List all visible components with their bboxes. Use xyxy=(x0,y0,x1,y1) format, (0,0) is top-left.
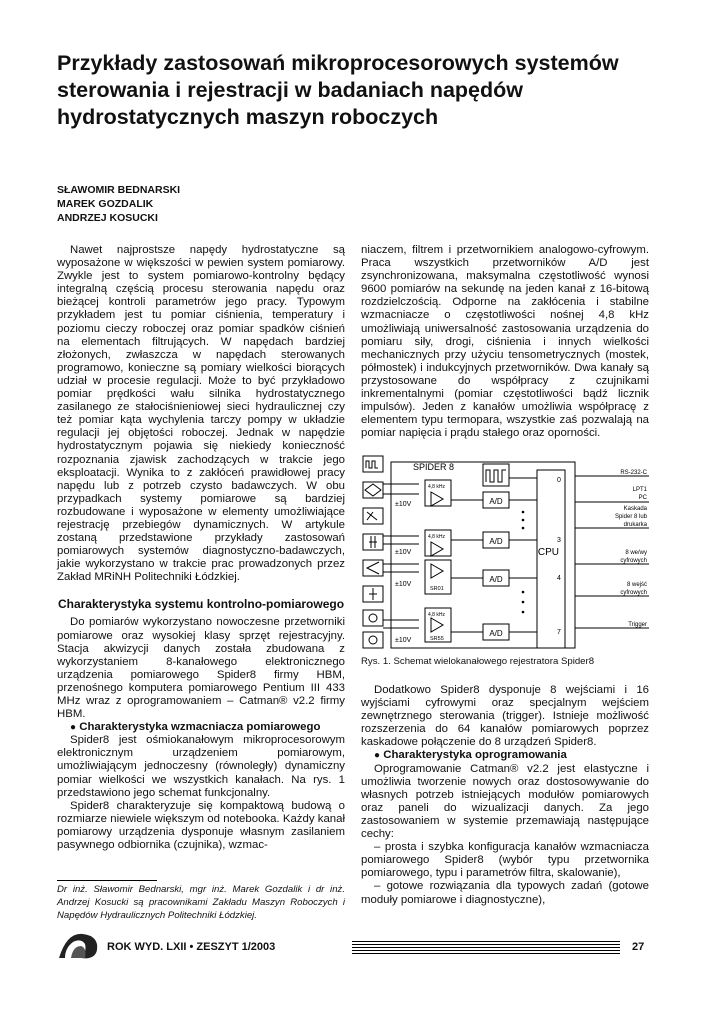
section-heading: Charakterystyka systemu kontrolno-pomiarowego xyxy=(57,597,345,612)
footnote-rule xyxy=(57,880,157,881)
figure-caption: Rys. 1. Schemat wielokanałowego rejestratora Spider8 xyxy=(361,656,595,667)
voltage-label: ±10V xyxy=(395,501,412,508)
journal-logo-icon xyxy=(57,928,101,962)
output-label: Spider 8 lub xyxy=(614,514,647,520)
cpu-box xyxy=(537,470,565,648)
sensor-icons xyxy=(363,456,383,648)
bullet-icon: ● xyxy=(374,750,381,762)
output-label: PC xyxy=(638,495,647,501)
footnote: Dr inż. Sławomir Bednarski, mgr inż. Marek Gozdalik i dr inż. Andrzej Kosucki są pracownikami Zakładu Maszyn Roboczych i Napędów Hydraulicznych Politechniki Łódzkiej. xyxy=(57,884,345,921)
ad-label: A/D xyxy=(489,537,503,546)
list-item: – gotowe rozwiązania dla typowych zadań (gotowe moduły pomiarowe i diagnostyczne), xyxy=(361,880,649,906)
output-label: Trigger xyxy=(628,622,647,628)
bullet-icon: ● xyxy=(70,722,77,734)
output-label: cyfrowych xyxy=(620,590,647,596)
paragraph: Dodatkowo Spider8 dysponuje 8 wejściami i 16 wyjściami cyfrowymi oraz specjalnym wejściem zewnętrznego sterowania (trigger). Istnieje możliwość rozszerzenia do 64 kanałów pomiarowych poprzez kaskadowe połączenie do 8 urządzeń Spider8. xyxy=(361,684,649,749)
output-label: cyfrowych xyxy=(620,558,647,564)
spider8-diagram xyxy=(361,452,649,650)
column-right-top xyxy=(361,244,649,440)
subheading-text: Charakterystyka wzmacniacza pomiarowego xyxy=(79,721,321,734)
list-item: – prosta i szybka konfiguracja kanałów wzmacniacza pomiarowego Spider8 (wybór typu przetwornika pomiarowego, typu i parametrów filtra, skalowanie), xyxy=(361,841,649,880)
frequency-label: 4,8 kHz xyxy=(428,534,445,540)
device-label: SPIDER 8 xyxy=(413,462,455,472)
paragraph: Spider8 jest ośmiokanałowym mikroprocesorowym elektronicznym urządzeniem pomiarowym, umożliwiającym jednoczesny (równoległy) dynamiczny pomiar wielkości we wszystkich kanałach. Na rys. 1 przedstawiono jego schemat funkcjonalny. xyxy=(57,734,345,799)
paragraph: Oprogramowanie Catman® v2.2 jest elastyczne i umożliwia tworzenie nowych oraz dostosowywanie do własnych potrzeb istniejących modułów pomiarowych oraz paneli do wizualizacji danych. Za jego zastosowaniem w systemie przemawiają następujące cechy: xyxy=(361,762,649,841)
voltage-label: ±10V xyxy=(395,637,412,644)
channel-number: 3 xyxy=(557,537,561,544)
paragraph: Do pomiarów wykorzystano nowoczesne przetworniki pomiarowe oraz wysokiej klasy sprzęt rejestracyjny. Stacja akwizycji danych została zbudowana z wykorzystaniem 8-kanałowego elektronicznego urządzenia pomiarowego Spider8 firmy HBM, przenośnego komputera pomiarowego Pentium III 433 MHz wraz z oprogramowaniem – Catman® v2.2 firmy HBM. xyxy=(57,616,345,721)
author-name: MAREK GOZDALIK xyxy=(57,198,154,210)
channel-number: 0 xyxy=(557,477,561,484)
voltage-label: ±10V xyxy=(395,549,412,556)
output-label: 8 we/wy xyxy=(625,550,647,556)
output-label: drukarka xyxy=(623,522,647,528)
cpu-label: CPU xyxy=(537,547,559,558)
paragraph: niaczem, filtrem i przetwornikiem analogowo-cyfrowym. Praca wszystkich przetworników A/D jest zsynchronizowana, maksymalna częstotliwość wynosi 9600 pomiarów na sekundę na jeden kanał z 16-bitową rozdzielczością. Odporne na zakłócenia i stabilne wzmacniacze o częstotliwości nośnej 4,8 kHz umożliwiają uniwersalność zastosowania urządzenia do pomiaru siły, drogi, ciśnienia i innych wielkości mechanicznych przy użyciu tensometrycznych (mostek, półmostek) i indukcyjnych przetworników. Dwa kanały są przystosowane do współpracy z czujnikami inkrementalnymi (pomiar częstotliwości bądź licznik impulsów). Jeden z kanałów umożliwia współpracę z elementem typu termopara, wszystkie zaś pozwalają na pomiar napięcia i prądu stałego oraz oporności. xyxy=(361,244,649,440)
channel-number: 4 xyxy=(557,575,561,582)
counter-box xyxy=(483,464,509,486)
author-name: ANDRZEJ KOSUCKI xyxy=(57,212,158,224)
ad-label: A/D xyxy=(489,575,503,584)
article-title: Przykłady zastosowań mikroprocesorowych systemów sterowania i rejestracji w badaniach napędów hydrostatycznych maszyn roboczych xyxy=(57,51,619,129)
paragraph: Spider8 charakteryzuje się kompaktową budową o rozmiarze niewiele większym od notebooka. Każdy kanał pomiarowy urządzenia dysponuje własnym zasilaniem pasywnego odbiornika (czujnika), wzmac- xyxy=(57,799,345,852)
channel-dots xyxy=(522,511,525,614)
authors xyxy=(57,183,180,225)
output-label: Kaskada xyxy=(623,506,647,512)
footer-rule xyxy=(352,941,620,954)
sr-label: SR01 xyxy=(430,586,444,592)
journal-info: ROK WYD. LXII • ZESZYT 1/2003 xyxy=(107,941,276,953)
subheading xyxy=(361,749,649,762)
output-label: 8 wejść xyxy=(626,582,647,588)
frequency-label: 4,8 kHz xyxy=(428,484,445,490)
column-right-bottom xyxy=(361,684,649,907)
sr-label: SR55 xyxy=(430,636,444,642)
voltage-label: ±10V xyxy=(395,581,412,588)
output-label: RS-232-C xyxy=(620,470,647,476)
channel-number: 7 xyxy=(557,629,561,636)
ad-label: A/D xyxy=(489,497,503,506)
intro-paragraph: Nawet najprostsze napędy hydrostatyczne są wyposażone w większości w pewien system pomiarowy. Zwykle jest to system pomiarowo-kontrolny będący integralną częścią procesu sterowania napędu oraz bieżącej kontroli parametrów jego pracy. Typowym przykładem jest tu pomiar ciśnienia, temperatury i poziomu cieczy roboczej oraz pomiar spadków ciśnień na elementach filtrujących. W napędach bardziej złożonych, zwłaszcza w napędach sterowanych programowo, konieczne są pomiary wielkości biorących udział w procesie regulacji. Może to być przykładowo pomiar prędkości wału silnika hydrostatycznego zasilanego ze stałociśnieniowej sieci hydraulicznej czy też pomiar kąta wychylenia tarczy pompy w układzie regulacji jej objętości roboczej. Jednak w napędzie hydrostatycznym pojawia się niekiedy konieczność rozpoznania zjawisk zachodzących w trakcie jego eksploatacji. Wynika to z zakłóceń prawidłowej pracy napędu lub z potrzeb czysto badawczych. W obu przypadkach systemy pomiarowe są bardziej rozbudowane i wyposażone w elementy umożliwiające rejestrację przebiegów dynamicznych. W artykule zostaną przedstawione przykłady zastosowań pomiarowych systemów diagnostyczno-badawczych, jakie wykorzystano w trakcie prac prowadzonych przez Zakład MRiNH Politechniki Łódzkiej. xyxy=(57,244,345,584)
ad-label: A/D xyxy=(489,629,503,638)
page-number: 27 xyxy=(632,941,645,953)
author-name: SŁAWOMIR BEDNARSKI xyxy=(57,184,181,196)
output-label: LPT1 xyxy=(632,487,647,493)
subheading-text: Charakterystyka oprogramowania xyxy=(383,749,567,762)
frequency-label: 4,8 kHz xyxy=(428,612,445,618)
subheading xyxy=(57,721,345,734)
column-left xyxy=(57,244,345,852)
